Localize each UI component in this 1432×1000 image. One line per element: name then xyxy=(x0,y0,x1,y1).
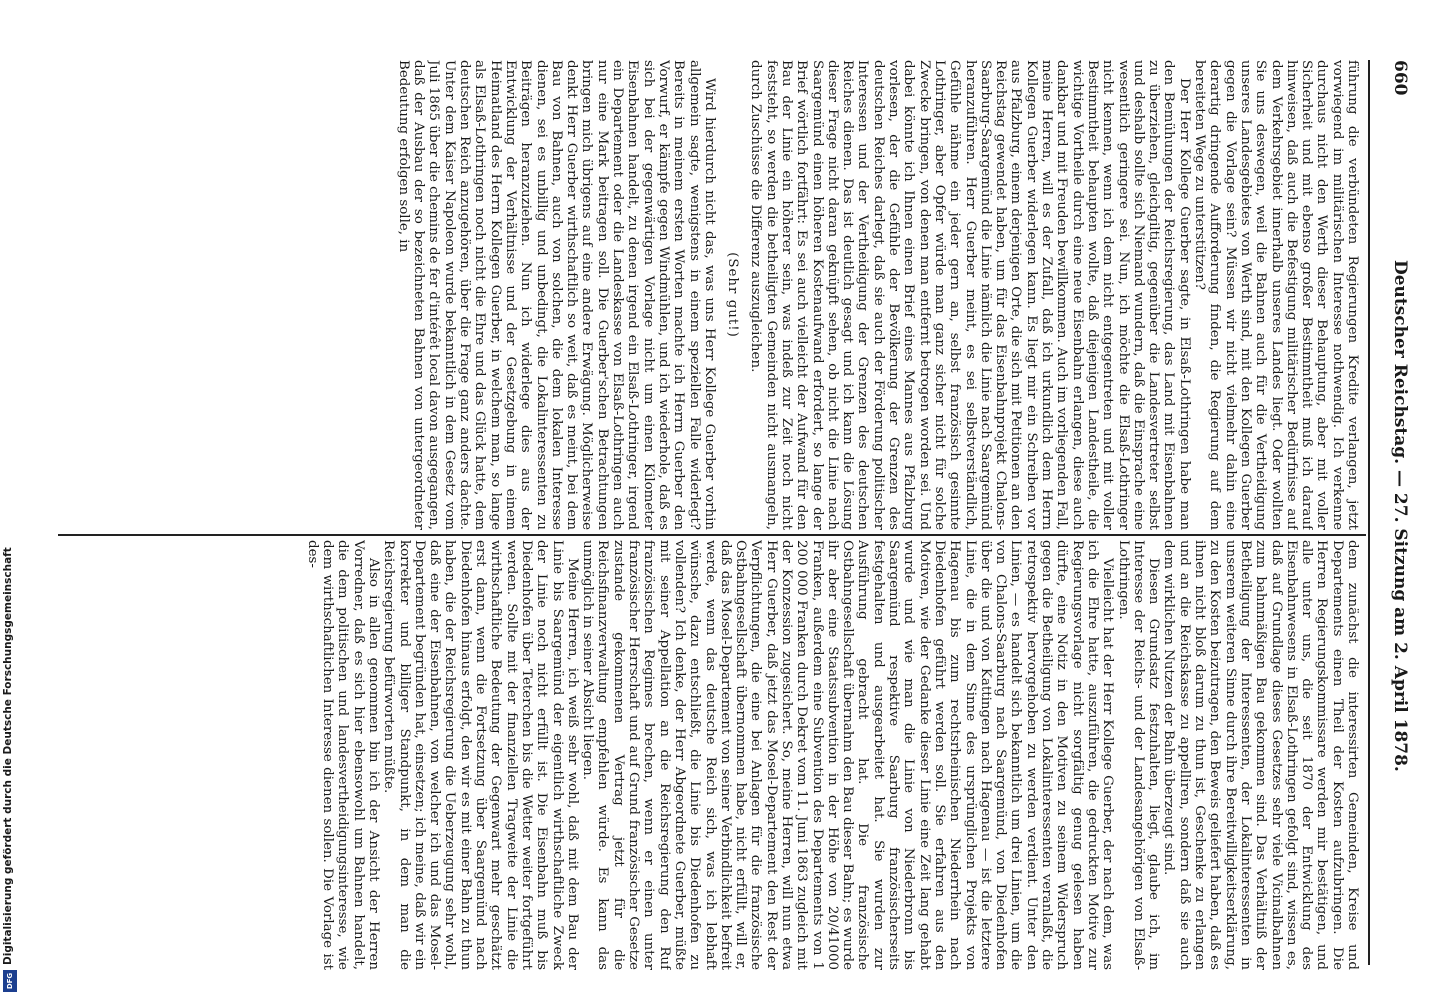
paragraph: Also in allen genommen bin ich der Ansicht der Herren Vorredner, daß es sich hier ebensowohl um Bahnen handelt, die dem politischen und landesvertheidigungsinteresse, wie dem wirthschaftlichen Interesse dienen sollen. Die Vorlage ist des- xyxy=(304,540,381,970)
paragraph: führung die verbündeten Regierungen Kredite verlangen, jetzt vorwiegend im militärischen Interesse nothwendig. Ich verkenne durchaus nicht den Werth dieser Behauptung, aber mit voller Sicherheit und mit ebenso großer Bestimmtheit muß ich darauf hinweisen, daß auch die Befestigung militärischer Bedürfnisse auf dem Verkehrsgebiet innerhalb unseres Landes liegt. Oder wollten Sie uns deswegen, weil die Bahnen auch für die Vertheidigung unseres Landesgebietes von Werth sind, mit den Kollegen Guerber gegen die Vorlage sein? Müssen wir nicht vielmehr dahin eine derartig dringende Aufforderung finden, die Regierung auf dem bereiteten Wege zu unterstützen? xyxy=(1192,60,1360,530)
paragraph: Der Herr Kollege Guerber sagte, in Elsaß-Lothringen habe man den Bemühungen der Reichsregierung, das Land mit Eisenbahnen zu überziehen, gleichgiltig, gegenüber die Landesvertreter selbst und deshalb sollte sich Niemand wundern, daß die Einsprache eine wesentlich geringere sei. Nun, ich möchte die Elsaß-Lothringer nicht kennen, wenn ich dem nicht entgegentreten und mit voller Bestimmtheit behaupten wollte, daß diejenigen Landestheile, die wichtige Vortheile durch eine neue Eisenbahn erlangen, diese auch dankbar und mit Freuden bewillkommen. Auch im vorliegenden Fall, meine Herren, will es der Zufall, daß ich urkundlich dem Herrn Kollegen Guerber widerlegen kann. Es liegt mir ein Schreiben vor aus Pfalzburg, einem derjenigen Orte, die sich mit Petitionen an den Reichstag gewendet haben, um für das Eisenbahnprojekt Chalons-Saarburg-Saargemünd die Linie nämlich die Linie nach Saargemünd heranzuführen. Herr Guerber meint, es sei selbstverständlich, Gefühle nähme ein jeder gern an, selbst französisch gesinnte Lothringer, aber Opfer würde man ganz sicher nicht für solche Zwecke bringen, von denen man entfernt betrogen worden sei. Und dabei könnte ich Ihnen einen Brief eines Mannes aus Pfalzburg vorlesen, der die Gefühle der Bevölkerung der Grenzen des deutschen Reiches darlegt, daß sie auch der Förderung politischer Interessen und der Vertheidigung der Grenzen des deutschen Reiches dienen. Das ist deutlich gesagt und ich kann die Lösung dieser Frage nicht daran geknüpft sehen, ob nicht die Linie nach Saargemünd einen höheren Kostenaufwand erfordert, so lange der Brief wörtlich fortfährt: Es sei auch vielleicht der Aufwand für den Bau der Linie ein höherer sein, was indeß zur Zeit noch nicht feststeht, so werden die betheiligten Gemeinden nicht ausmangeln, durch Zuschüsse die Differenz auszugleichen. xyxy=(748,60,1192,530)
running-head xyxy=(1376,60,1410,965)
paragraph: Meine Herren, ich weiß sehr wohl, daß mit dem Bau der Linie bis Saargemünd der eigentlich wirthschaftliche Zweck der Linie noch nicht erfüllt ist. Die Eisenbahn muß bis Diedenhofen über Teterchen bis die Wetter weiter fortgeführt werden. Sollte mit der finanziellen Tragweite der Linie die wirthschaftliche Bedeutung der Gegenwart mehr geschätzt erst dann, wenn die Fortsetzung über Saargemünd nach Diedenhofen hinaus erfolgt, den wir es mit einer Bahn zu thun haben, die der Reichsregierung die Ueberzeugung sehr wohl, daß eine der Eisenbahnen, von welcher ich und das Mosel-Departement begründen hat, einsetzen; ich meine, daß wir ein korrekter und billiger Standpunkt, in dem man die Reichsregierung befürworten müßte. xyxy=(381,540,580,970)
column-left-text xyxy=(396,60,1360,530)
paragraph: Wird hierdurch nicht das, was uns Herr Kollege Guerber vorhin allgemein sagte, wenigstens in einem speziellen Falle widerlegt? Bereits in meinem ersten Worten machte ich Herrn Guerber den Vorwurf, er kämpfe gegen Windmühlen, und ich wiederhole, daß es sich bei der gegenwärtigen Vorlage nicht um einen Kilometer Eisenbahnen handelt, zu denen irgend ein Elsaß-Lothringer, irgend ein Departement oder die Landeskasse von Elsaß-Lothringen auch nur eine Mark beitragen soll. Die Guerber'schen Betrachtungen bringen mich übrigens auf eine andere Erwägung. Möglicherweise denkt Herr Guerber wirthschaftlich so weit, daß es meint, bei dem Bau von Bahnen, auch von solchen, die dem lokalen Interesse dienen, sei es unbillig und unbedingt, die Lokalinteressenten zu Beiträgen heranzuziehen. Nun ich widerlege dies aus der Entwicklung der Verhältnisse und der Gesetzgebung in einem Heimatland des Herrn Kollegen Guerber, in welchem man, so lange als Elsaß-Lothringen noch nicht die Ehre und das Glück hatte, dem deutschen Reich anzugehören, über die Frage ganz anders dachte. Unter dem Kaiser Napoleon wurde bekanntlich in dem Gesetz vom Juli 1865 über die chemins de fer d'intérêt local davon ausgegangen, daß der Ausbau der so bezeichneten Bahnen von untergeordneter Bedeutung erfolgen solle, in xyxy=(395,60,717,530)
page-number: 660 xyxy=(1390,60,1410,96)
column-left xyxy=(95,60,1360,530)
digitization-credit xyxy=(0,0,22,1000)
applause-note: (Sehr gut!) xyxy=(725,252,741,338)
column-right-text xyxy=(305,540,1360,970)
paragraph: dem zunächst die interessirten Gemeinden, Kreise und Departements einen Theil der Kosten aufzubringen. Die Herren Regierungskommissare werden mir bestätigen, und alle unter uns, die seit 1870 der Entwicklung des Eisenbahnwesens in Elsaß-Lothringen gefolgt sind, wissen es, daß auf Grundlage dieses Gesetzes sehr viele Vicinalbahnen zum bahnmäßigen Bau gekommen sind. Das Verhältniß der Betheiligung der Interessenten, der Lokalinteressenten in unserem weiteren Sinne durch ihre Bereitwilligkeitserklärung, zu den Kosten beizutragen, den Beweis geliefert haben, daß es ihnen nicht bloß darum zu thun ist, Geschenke zu erlangen und an die Reichskasse zu appelliren, sondern daß sie auch dem wirklichen Nutzen der Bahn überzeugt sind. xyxy=(1161,540,1360,970)
header-rule xyxy=(1368,60,1370,965)
column-right xyxy=(95,540,1360,970)
page-header-title: Deutscher Reichstag. — 27. Sitzung am 2. April 1878. xyxy=(1390,259,1410,772)
credit-text: Digitalisierung gefördert durch die Deutsche Forschungsgemeinschaft xyxy=(2,547,14,965)
dfg-logo-icon: DFG xyxy=(3,970,17,992)
paragraph: Diesen Grundsatz festzuhalten, liegt, glaube ich, im Interesse der Reichs- und der Landesangehörigen von Elsaß-Lothringen. xyxy=(1115,540,1162,970)
running-head-text xyxy=(1390,60,1410,965)
paragraph: Vielleicht hat der Herr Kollege Guerber, der nach dem, was ich die Ehre hatte, auszuführen, die gedruckten Motive zur Regierungsvorlage nicht sorgfältig genug gelesen haben dürfte, eine Notiz in den Motiven zu seinem Widerspruch gegen die Betheiligung von Lokalinteressenten veranlaßt, die retrospektiv hervorgehoben zu werden verdient. Unter den Linien, — es handelt sich bekanntlich um drei Linien, um die von Chalons-Saarburg nach Saargemünd, von Diedenhofen über die und von Kattingen nach Hagenau — ist die letztere Linie, die in dem Sinne des ursprünglichen Projekts von Hagenau bis zum rechtsrheinischen Niederrhein nach Diedenhofen geführt werden soll. Sie erfahren aus den Motiven, wie der Gedanke dieser Linie eine Zeit lang gehabt wurde und wie man die Linie von Niederbronn bis Saargemünd respektive Saarburg französischerseits festgehalten und ausgearbeitet hat. Sie wurden zur Ausführung gebracht hat. Die französische Ostbahngesellschaft übernahm den Bau dieser Bahn; es wurde ihr aber eine Staatssubvention in der Höhe von 20/41000 Franken, außerdem eine Subvention des Departements von 1 200 000 Franken durch Dekret vom 11. Juni 1863 zugleich mit der Konzession zugesichert. So, meine Herren, will nun etwa Herr Guerber, daß jetzt das Mosel-Departement den Rest der Verpflichtungen, die eine bei Anlagen für die französische Ostbahngesellschaft übernommen habe, nicht erfüllt, will er, daß das Mosel-Departement von seiner Verbindlichkeit befreit werde, wenn das deutsche Reich sich, was ich lebhaft wünsche, dazu entschließt, die Linie bis Diedenhofen zu vollenden? Ich denke, der Herr Abgeordnete Guerber, müßte mit seiner Appellation an die Reichsregierung den Ruf französischen Regimes brechen, wenn er einen unter französischer Herrschaft und auf Grund französischer Gesetze zustande gekommenen Vertrag jetzt für die Reichsfinanzverwaltung empfehlen würde. Es kann das unmöglich in seiner Absicht liegen. xyxy=(580,540,1116,970)
column-divider xyxy=(58,534,1366,536)
